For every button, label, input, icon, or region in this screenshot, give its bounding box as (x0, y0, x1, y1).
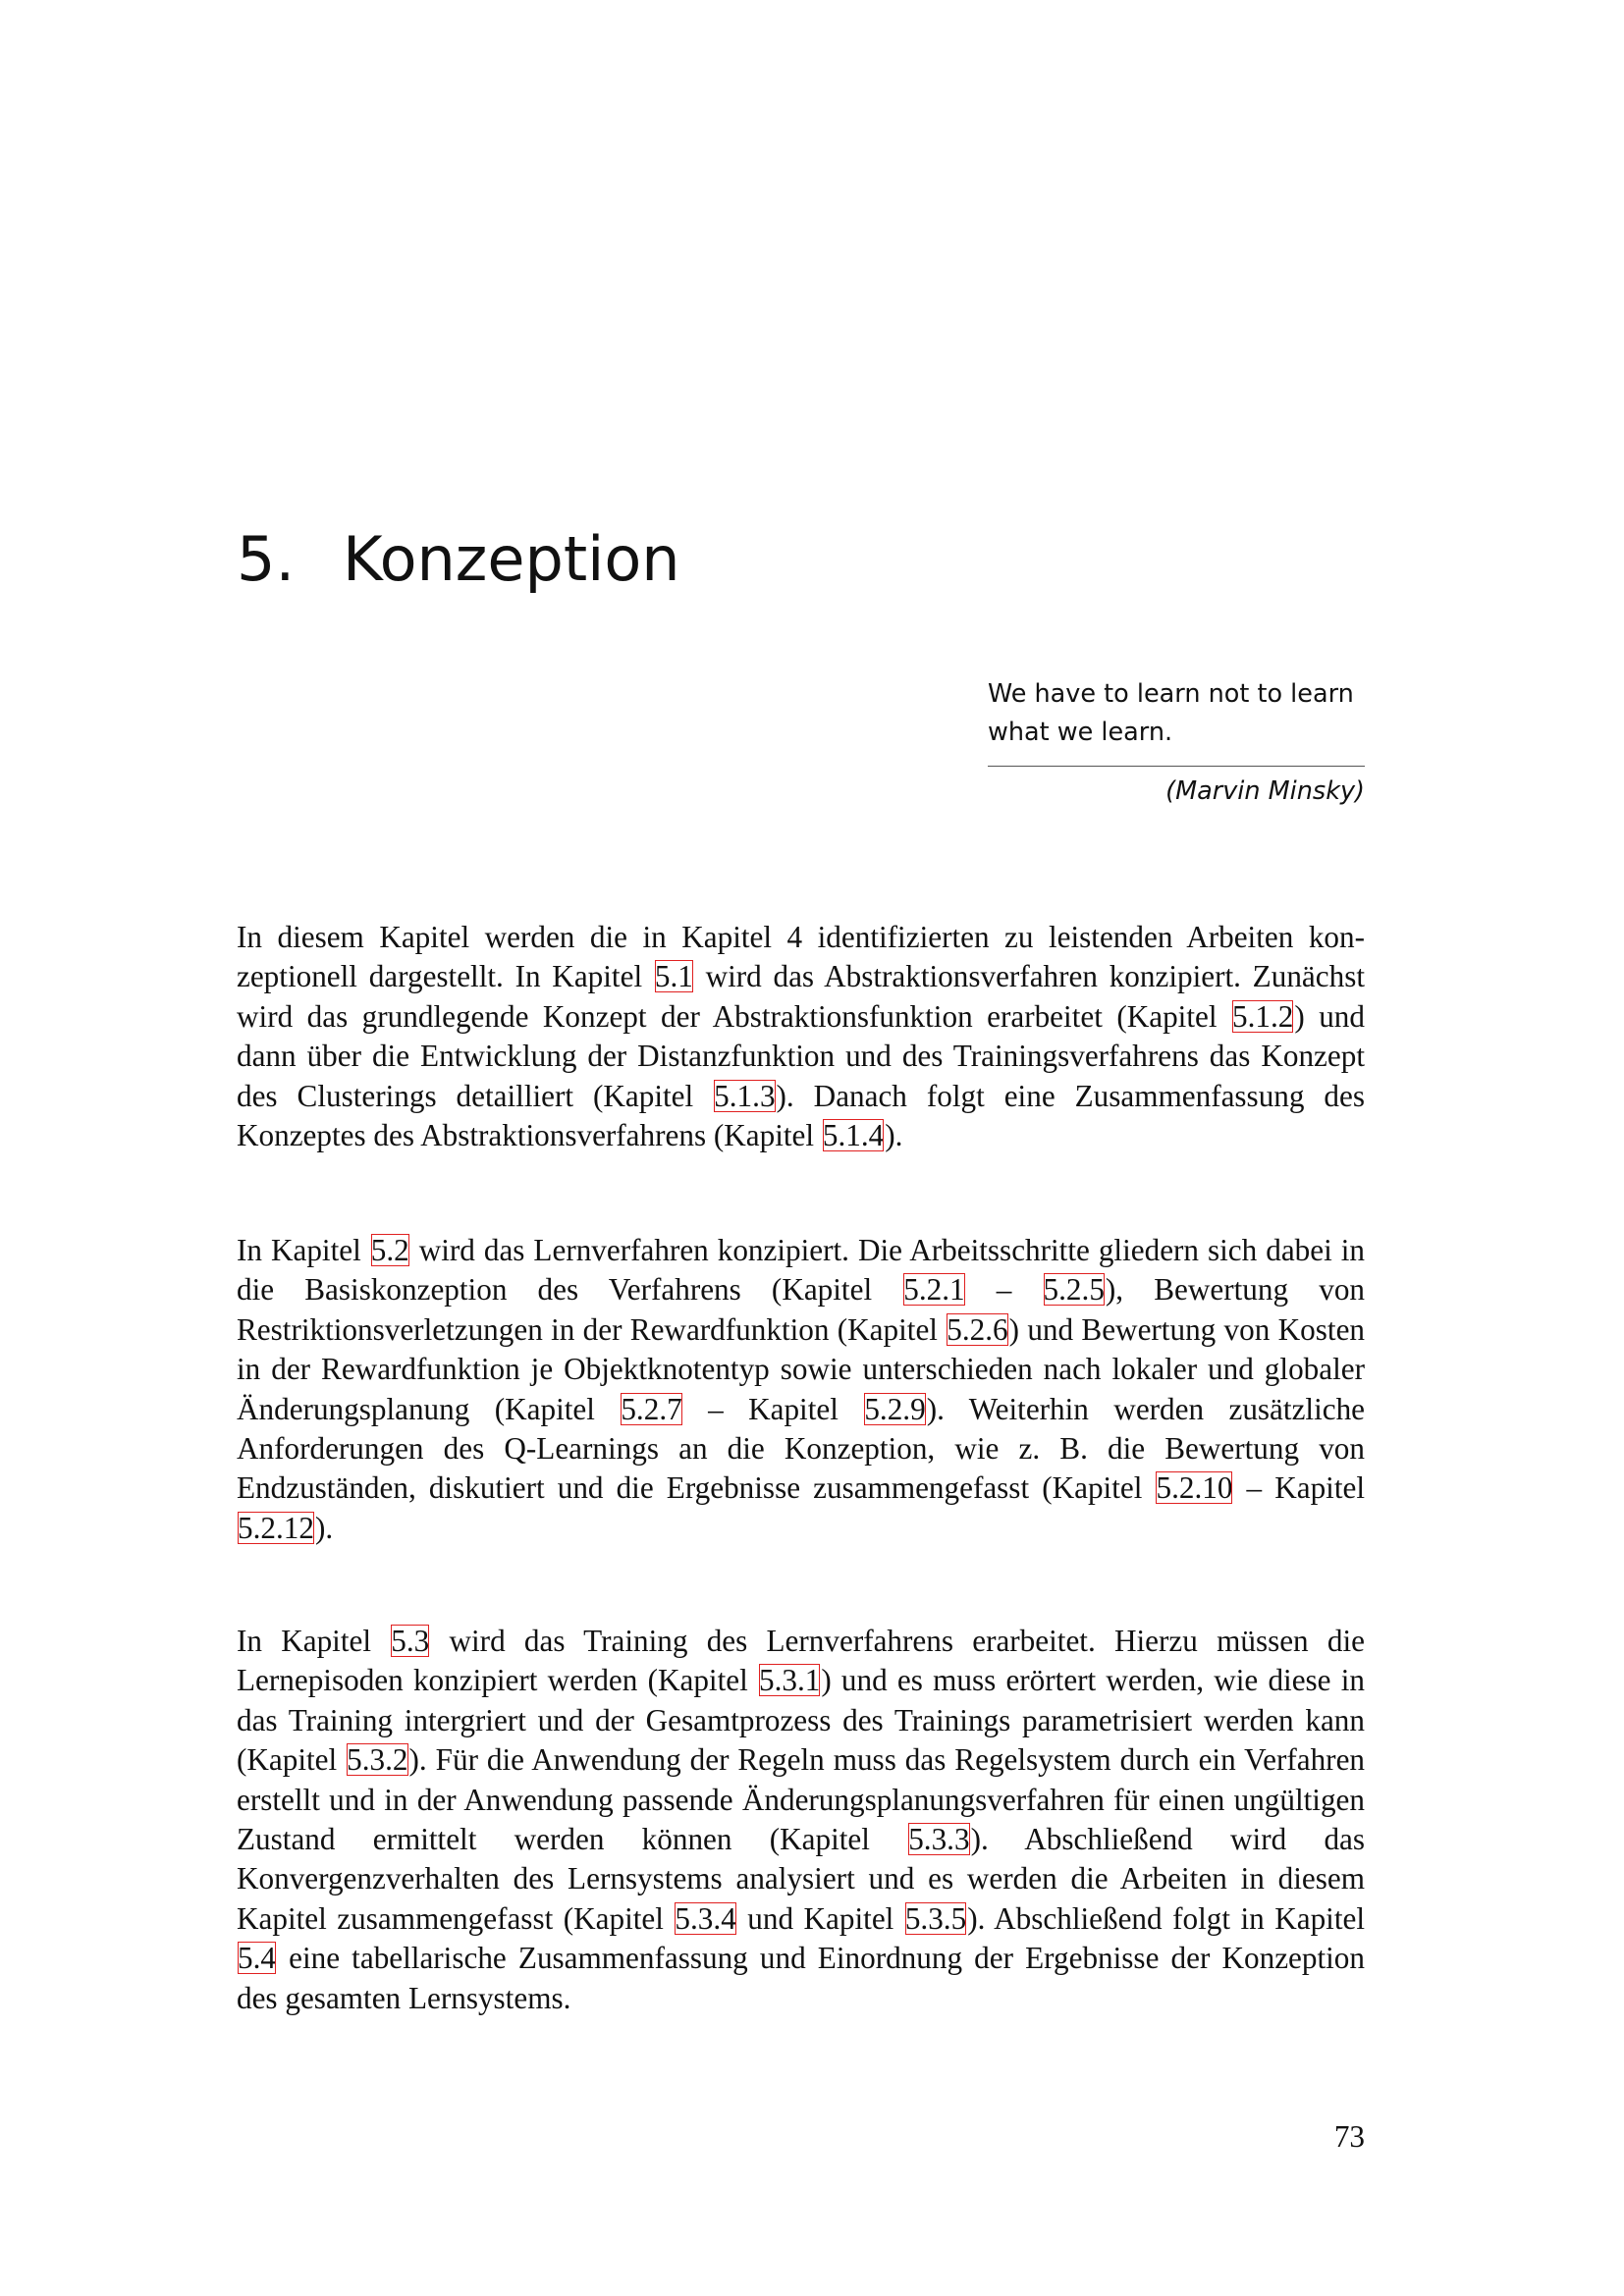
chapter-reference-link[interactable]: 5.2.9 (864, 1391, 926, 1426)
paragraph-text: ). Für die Anwendung der Regeln muss das Regelsystem durch ein Verfahren erstellt und in der Anwendung passende Änderungsplanungsverfahren für einen ungültigen Zustand ermittelt werden können (Kapitel (237, 1742, 1366, 1857)
paragraph-text: ). (314, 1510, 334, 1545)
chapter-reference-link[interactable]: 5.2.1 (903, 1272, 965, 1308)
chapter-reference-link[interactable]: 5.2.10 (1156, 1470, 1233, 1506)
paragraph-text: – Kapitel (1233, 1470, 1366, 1506)
paragraph-text: ) und dann über die Entwicklung der Distanzfunktion und des Trainingsverfahrens das Konzept des Clusterings detailliert (Kapitel (237, 998, 1365, 1113)
chapter-reference-link[interactable]: 5.2.5 (1043, 1272, 1105, 1308)
chapter-reference-link[interactable]: 5.1.2 (1231, 998, 1294, 1034)
chapter-number: 5. (237, 523, 296, 595)
chapter-reference-link[interactable]: 5.3 (391, 1624, 430, 1658)
intro-paragraph-2 (237, 1231, 1365, 1548)
intro-paragraph-3 (237, 1622, 1365, 2018)
paragraph-text: ) und es muss erörtert werden, wie diese in das Training intergriert und der Gesamtprozess des Trainings parametrisiert werden kann (Kapitel (237, 1663, 1365, 1778)
chapter-title-text: Konzeption (343, 523, 680, 595)
chapter-reference-link[interactable]: 5.2.7 (621, 1391, 682, 1426)
paragraph-text: In Kapitel (237, 1233, 370, 1267)
paragraph-text: ). Abschließend folgt in Kapitel (967, 1900, 1366, 1936)
chapter-title (237, 520, 680, 599)
paragraph-text: In Kapitel (237, 1624, 391, 1658)
epigraph-author: (Marvin Minsky) (1165, 776, 1365, 806)
intro-paragraph-1 (237, 918, 1365, 1155)
chapter-reference-link[interactable]: 5.1 (654, 959, 693, 994)
chapter-reference-link[interactable]: 5.1.3 (714, 1078, 776, 1113)
page-number: 73 (1333, 2119, 1365, 2154)
chapter-reference-link[interactable]: 5.1.4 (822, 1118, 885, 1153)
paragraph-text: ), Bewertung von Restriktionsverletzungen in der Rewardfunktion (Kapitel (237, 1272, 1366, 1347)
chapter-reference-link[interactable]: 5.3.2 (347, 1742, 408, 1778)
paragraph-text: – Kapitel (682, 1391, 864, 1426)
epigraph-divider (988, 766, 1365, 767)
chapter-reference-link[interactable]: 5.3.4 (675, 1900, 736, 1936)
paragraph-text: ). (885, 1118, 903, 1153)
paragraph-text: ). Danach folgt eine Zusammenfassung des Konzeptes des Abstraktionsverfahrens (Kapitel (237, 1078, 1365, 1153)
chapter-reference-link[interactable]: 5.2.6 (947, 1311, 1008, 1347)
paragraph-text: wird das Training des Lernverfahrens erarbeitet. Hierzu müssen die Lernepisoden konzipiert werden (Kapitel (237, 1624, 1365, 1698)
chapter-reference-link[interactable]: 5.2 (370, 1233, 409, 1267)
paragraph-text: wird das Abstraktionsverfahren konzipiert. Zunächst wird das grundlegende Konzept der Abstraktionsfunktion erarbeitet (Kapitel (237, 959, 1366, 1034)
paragraph-text: ). Abschließend wird das Konvergenzverhalten des Lernsystems analysiert und es werden die Arbeiten in diesem Kapitel zusammengefasst (Kapitel (237, 1822, 1366, 1936)
epigraph (988, 675, 1365, 809)
paragraph-text: ) und Bewertung von Kosten in der Rewardfunktion je Objektknotentyp sowie unterschieden nach lokaler und globaler Änderungsplanung (Kapitel (237, 1311, 1365, 1426)
paragraph-text: ). Weiterhin werden zusätzliche Anforderungen des Q-Learnings an die Konzeption, wie z. B. die Bewertung von Endzuständen, diskutiert und die Ergebnisse zusammengefasst (Kapitel (237, 1391, 1366, 1506)
chapter-reference-link[interactable]: 5.2.12 (238, 1510, 314, 1545)
chapter-reference-link[interactable]: 5.3.5 (904, 1900, 967, 1936)
epigraph-quote: We have to learn not to learn what we learn. (988, 679, 1354, 747)
chapter-reference-link[interactable]: 5.3.1 (758, 1663, 821, 1698)
paragraph-text: und Kapitel (736, 1900, 904, 1936)
paragraph-text: – (965, 1272, 1043, 1308)
chapter-reference-link[interactable]: 5.3.3 (908, 1822, 970, 1857)
paragraph-text: In diesem Kapitel werden die in Kapitel 4 identifizierten zu leistenden Arbeiten konzeptionell dargestellt. In Kapitel (237, 920, 1365, 994)
paragraph-text: wird das Lernverfahren konzipiert. Die Arbeitsschritte gliedern sich dabei in die Basiskonzeption des Verfahrens (Kapitel (237, 1233, 1365, 1308)
chapter-reference-link[interactable]: 5.4 (238, 1941, 276, 1976)
paragraph-text: eine tabellarische Zusammenfassung und Einordnung der Ergebnisse der Konzeption des gesamten Lernsystems. (237, 1941, 1365, 2015)
